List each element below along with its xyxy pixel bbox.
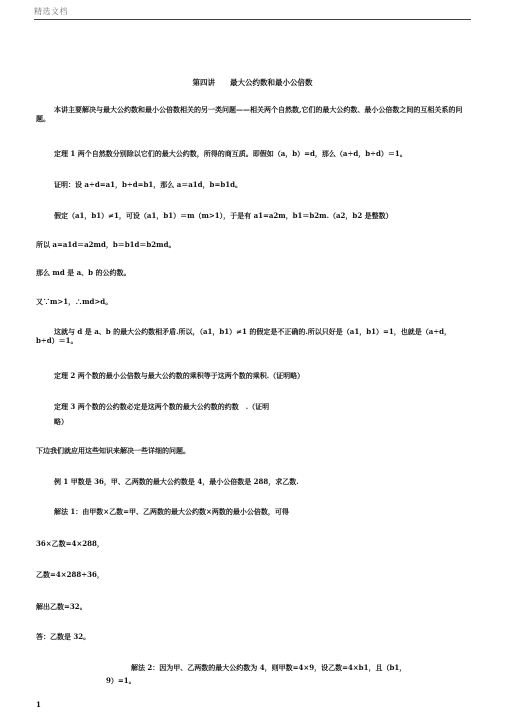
paragraph-intro: 本讲主要解决与最大公约数和最小公倍数相关的另一类问题——相关两个自然数,它们的最大公约数、最小公倍数之间的互相关系的问题。 <box>36 105 463 123</box>
equation-line-2: 乙数=4×288÷36， <box>36 570 104 579</box>
paragraph-theorem-3: 定理 3 两个数的公约数必定是这两个数的最大公约数的约数 .（证明 <box>54 402 270 411</box>
paragraph-inequality: 又∵m>1，∴md>d。 <box>36 297 113 306</box>
answer-line: 答：乙数是 32。 <box>36 632 91 641</box>
equation-line-1: 36×乙数=4×288， <box>36 539 104 548</box>
page-header-label: 精选文档 <box>34 7 68 16</box>
lecture-title: 第四讲 最大公约数和最小公倍数 <box>192 78 313 87</box>
paragraph-transition: 下边我们就应用这些知识来解决一些详细的问题。 <box>36 446 190 455</box>
equation-result: 解出乙数=32。 <box>36 602 87 611</box>
paragraph-proof-setup: 证明：设 a÷d=a1，b÷d=b1，那么 a＝a1d，b=b1d。 <box>54 180 242 189</box>
paragraph-substitution: 所以 a=a1d＝a2md，b＝b1d＝b2md。 <box>36 240 176 249</box>
paragraph-contradiction: 这就与 d 是 a、b 的最大公约数相矛盾.所以，（a1，b1）≠1 的假定是不正确的.所以只好是（a1，b1）=1，也就是（a÷d，b÷d）＝1。 <box>36 327 451 345</box>
paragraph-solution-2: 解法 2：因为甲、乙两数的最大公约数为 4，则甲数=4×9，设乙数=4×b1，且（b1， <box>131 663 407 672</box>
paragraph-theorem-1: 定理 1 两个自然数分别除以它们的最大公约数，所得的商互质。即假如（a，b）=d，那么（a÷d，b÷d）＝1。 <box>54 149 407 158</box>
paragraph-theorem-3-tail: 略） <box>54 417 68 426</box>
paragraph-solution-2-tail: 9）=1。 <box>106 676 136 685</box>
paragraph-theorem-2: 定理 2 两个数的最小公倍数与最大公约数的乘积等于这两个数的乘积.（证明略） <box>54 371 305 380</box>
paragraph-assumption: 假定（a1，b1）≠1，可设（a1，b1）＝m（m>1），于是有 a1=a2m，b1＝b2m.（a2，b2 是整数） <box>54 211 393 220</box>
paragraph-example-1: 例 1 甲数是 36，甲、乙两数的最大公约数是 4，最小公倍数是 288，求乙数. <box>54 477 299 486</box>
paragraph-common-divisor: 那么 md 是 a、b 的公约数。 <box>36 268 131 277</box>
paragraph-solution-1: 解法 1：由甲数×乙数=甲、乙两数的最大公约数×两数的最小公倍数，可得 <box>54 507 289 516</box>
page-number: 1 <box>36 700 41 709</box>
header-divider <box>34 19 471 20</box>
